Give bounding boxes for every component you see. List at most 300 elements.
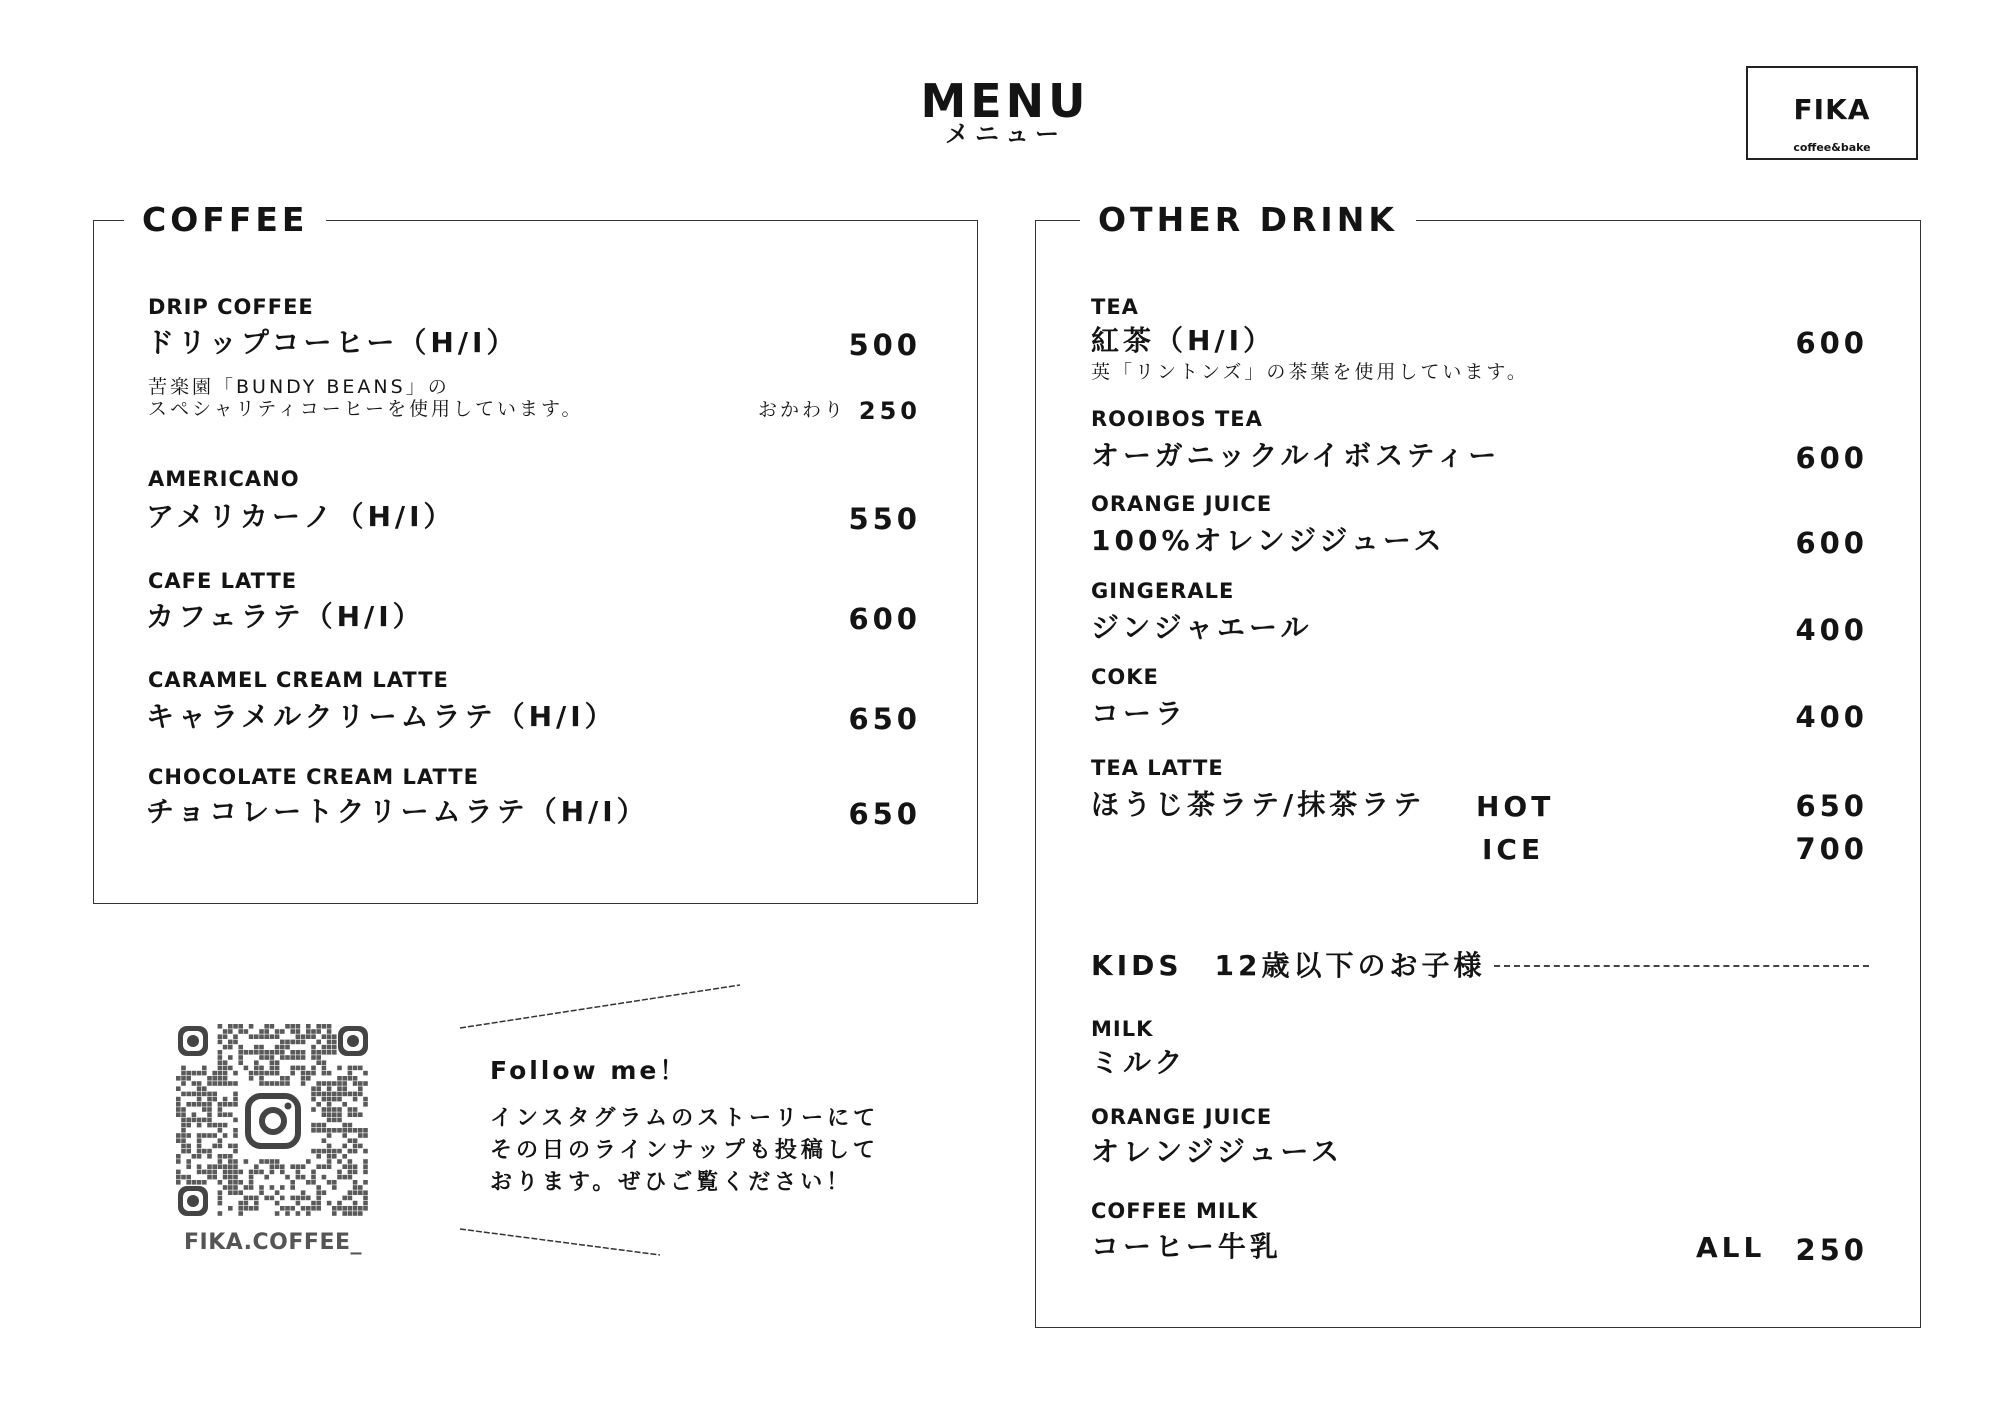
qr-module: [327, 1164, 332, 1169]
qr-module: [353, 1185, 358, 1190]
qr-module: [311, 1149, 316, 1154]
qr-module: [202, 1170, 207, 1175]
qr-module: [290, 1185, 295, 1190]
qr-module: [332, 1128, 337, 1133]
qr-module: [353, 1206, 358, 1211]
qr-module: [270, 1170, 275, 1175]
qr-module: [181, 1081, 186, 1086]
qr-module: [280, 1081, 285, 1086]
qr-module: [348, 1175, 353, 1180]
qr-module: [186, 1164, 191, 1169]
qr-module: [218, 1034, 223, 1039]
qr-module: [337, 1097, 342, 1102]
qr-module: [212, 1076, 217, 1081]
qr-module: [342, 1211, 347, 1216]
qr-module: [296, 1201, 301, 1206]
qr-module: [306, 1159, 311, 1164]
qr-module: [202, 1092, 207, 1097]
menu-item-jp: アメリカーノ（H/I）: [146, 500, 456, 533]
qr-module: [223, 1066, 228, 1071]
qr-module: [181, 1118, 186, 1123]
qr-module: [238, 1050, 243, 1055]
qr-module: [238, 1206, 243, 1211]
qr-module: [296, 1164, 301, 1169]
qr-module: [311, 1066, 316, 1071]
qr-module: [316, 1185, 321, 1190]
qr-module: [202, 1118, 207, 1123]
qr-module: [259, 1066, 264, 1071]
qr-module: [337, 1112, 342, 1117]
qr-module: [275, 1190, 280, 1195]
qr-module: [306, 1076, 311, 1081]
qr-module: [176, 1175, 181, 1180]
qr-module: [290, 1196, 295, 1201]
qr-module: [218, 1024, 223, 1029]
qr-module: [327, 1097, 332, 1102]
qr-module: [348, 1107, 353, 1112]
qr-module: [223, 1081, 228, 1086]
qr-module: [353, 1164, 358, 1169]
qr-module: [316, 1164, 321, 1169]
qr-module: [275, 1050, 280, 1055]
qr-module: [176, 1159, 181, 1164]
logo-tagline: coffee&bake: [1793, 141, 1871, 154]
qr-module: [212, 1092, 217, 1097]
qr-module: [306, 1211, 311, 1216]
qr-module: [322, 1107, 327, 1112]
qr-module: [363, 1164, 368, 1169]
qr-module: [353, 1076, 358, 1081]
qr-module: [181, 1144, 186, 1149]
qr-module: [202, 1133, 207, 1138]
coffee-section-title: COFFEE: [124, 199, 326, 241]
qr-module: [212, 1175, 217, 1180]
qr-module: [233, 1164, 238, 1169]
menu-item-jp: ジンジャエール: [1091, 611, 1313, 644]
qr-module: [233, 1190, 238, 1195]
qr-module: [254, 1050, 259, 1055]
qr-module: [249, 1024, 254, 1029]
qr-module: [244, 1196, 249, 1201]
qr-module: [270, 1196, 275, 1201]
qr-module: [223, 1060, 228, 1065]
qr-module: [327, 1034, 332, 1039]
qr-module: [363, 1102, 368, 1107]
qr-module: [181, 1066, 186, 1071]
qr-module: [186, 1071, 191, 1076]
qr-module: [353, 1107, 358, 1112]
qr-module: [181, 1123, 186, 1128]
qr-module: [197, 1086, 202, 1091]
qr-module: [275, 1045, 280, 1050]
qr-module: [233, 1144, 238, 1149]
qr-module: [316, 1206, 321, 1211]
qr-module: [207, 1170, 212, 1175]
qr-module: [254, 1066, 259, 1071]
qr-module: [254, 1060, 259, 1065]
qr-module: [212, 1097, 217, 1102]
qr-module: [316, 1154, 321, 1159]
qr-module: [223, 1045, 228, 1050]
menu-item-jp: コーラ: [1091, 697, 1188, 730]
qr-module: [233, 1149, 238, 1154]
qr-module: [192, 1112, 197, 1117]
qr-module: [280, 1185, 285, 1190]
qr-module: [327, 1040, 332, 1045]
qr-module: [311, 1206, 316, 1211]
qr-module: [311, 1034, 316, 1039]
qr-module: [181, 1149, 186, 1154]
qr-module: [301, 1076, 306, 1081]
qr-module: [342, 1206, 347, 1211]
qr-module: [332, 1107, 337, 1112]
qr-module: [218, 1081, 223, 1086]
qr-module: [207, 1081, 212, 1086]
qr-module: [285, 1076, 290, 1081]
qr-module: [197, 1133, 202, 1138]
qr-module: [186, 1133, 191, 1138]
qr-module: [197, 1081, 202, 1086]
qr-module: [332, 1092, 337, 1097]
qr-module: [259, 1185, 264, 1190]
qr-module: [218, 1040, 223, 1045]
qr-module: [254, 1201, 259, 1206]
qr-module: [280, 1045, 285, 1050]
qr-module: [186, 1118, 191, 1123]
qr-module: [181, 1128, 186, 1133]
qr-module: [332, 1185, 337, 1190]
qr-module: [228, 1185, 233, 1190]
qr-module: [316, 1102, 321, 1107]
qr-module: [275, 1081, 280, 1086]
qr-module: [348, 1211, 353, 1216]
qr-module: [186, 1102, 191, 1107]
qr-module: [254, 1164, 259, 1169]
qr-module: [264, 1029, 269, 1034]
qr-module: [223, 1076, 228, 1081]
qr-module: [311, 1123, 316, 1128]
qr-module: [301, 1081, 306, 1086]
qr-module: [327, 1092, 332, 1097]
qr-module: [280, 1164, 285, 1169]
qr-module: [218, 1201, 223, 1206]
qr-module: [259, 1045, 264, 1050]
qr-module: [176, 1107, 181, 1112]
qr-module: [223, 1154, 228, 1159]
qr-module: [332, 1050, 337, 1055]
qr-module: [296, 1175, 301, 1180]
qr-module: [207, 1102, 212, 1107]
qr-module: [207, 1076, 212, 1081]
other-drink-section-title: OTHER DRINK: [1080, 199, 1416, 241]
qr-module: [176, 1133, 181, 1138]
qr-module: [238, 1201, 243, 1206]
qr-module: [311, 1086, 316, 1091]
qr-module: [337, 1066, 342, 1071]
qr-module: [316, 1149, 321, 1154]
qr-module: [228, 1040, 233, 1045]
qr-module: [176, 1102, 181, 1107]
qr-module: [322, 1149, 327, 1154]
kids-divider: [1494, 965, 1869, 967]
qr-module: [353, 1170, 358, 1175]
qr-module: [223, 1185, 228, 1190]
qr-module: [353, 1092, 358, 1097]
qr-module: [301, 1206, 306, 1211]
qr-module: [181, 1071, 186, 1076]
qr-module: [337, 1086, 342, 1091]
menu-item-en: COKE: [1091, 665, 1159, 689]
qr-module: [327, 1180, 332, 1185]
qr-module: [259, 1076, 264, 1081]
qr-module: [348, 1149, 353, 1154]
qr-module: [275, 1201, 280, 1206]
qr-module: [316, 1060, 321, 1065]
qr-module: [244, 1029, 249, 1034]
qr-module: [327, 1154, 332, 1159]
qr-module: [285, 1206, 290, 1211]
qr-module: [342, 1081, 347, 1086]
qr-module: [238, 1045, 243, 1050]
qr-module: [233, 1185, 238, 1190]
qr-module: [342, 1086, 347, 1091]
qr-module: [363, 1170, 368, 1175]
qr-module: [197, 1092, 202, 1097]
qr-module: [270, 1060, 275, 1065]
menu-item-en: DRIP COFFEE: [148, 295, 314, 319]
qr-module: [186, 1180, 191, 1185]
menu-item-en: CHOCOLATE CREAM LATTE: [148, 765, 479, 789]
qr-module: [327, 1159, 332, 1164]
qr-module: [322, 1050, 327, 1055]
qr-module: [197, 1071, 202, 1076]
qr-module: [228, 1159, 233, 1164]
qr-module: [186, 1123, 191, 1128]
follow-text-line: おります。ぜひご覧ください！: [490, 1170, 853, 1195]
qr-module: [311, 1175, 316, 1180]
qr-module: [197, 1170, 202, 1175]
qr-module: [280, 1206, 285, 1211]
qr-module: [296, 1211, 301, 1216]
kids-price: 250: [1795, 1233, 1868, 1267]
instagram-handle[interactable]: FIKA.COFFEE_: [183, 1230, 362, 1255]
qr-module: [249, 1170, 254, 1175]
qr-module: [290, 1050, 295, 1055]
qr-module: [176, 1112, 181, 1117]
qr-module: [363, 1081, 368, 1086]
qr-module: [223, 1034, 228, 1039]
menu-item-price: 600: [848, 602, 921, 636]
qr-module: [186, 1144, 191, 1149]
qr-module: [181, 1175, 186, 1180]
qr-module: [337, 1107, 342, 1112]
qr-module: [249, 1071, 254, 1076]
menu-item-note: スペシャリティコーヒーを使用しています。: [148, 398, 584, 420]
qr-module: [327, 1128, 332, 1133]
qr-module: [259, 1081, 264, 1086]
qr-module: [249, 1206, 254, 1211]
qr-module: [342, 1133, 347, 1138]
qr-module: [337, 1081, 342, 1086]
qr-module: [296, 1024, 301, 1029]
qr-module: [228, 1170, 233, 1175]
qr-module: [290, 1024, 295, 1029]
qr-module: [332, 1045, 337, 1050]
qr-module: [264, 1081, 269, 1086]
qr-module: [363, 1071, 368, 1076]
other-drink-section: [1035, 200, 1921, 1328]
qr-module: [202, 1149, 207, 1154]
qr-module: [322, 1175, 327, 1180]
qr-module: [316, 1196, 321, 1201]
qr-module: [363, 1159, 368, 1164]
qr-module: [301, 1040, 306, 1045]
qr-module: [254, 1206, 259, 1211]
qr-module: [218, 1112, 223, 1117]
qr-module: [192, 1118, 197, 1123]
qr-module: [296, 1170, 301, 1175]
qr-module: [332, 1097, 337, 1102]
qr-module: [358, 1185, 363, 1190]
qr-module: [322, 1045, 327, 1050]
qr-module: [332, 1149, 337, 1154]
qr-module: [327, 1045, 332, 1050]
qr-module: [244, 1201, 249, 1206]
qr-module: [218, 1138, 223, 1143]
qr-module: [363, 1133, 368, 1138]
qr-module: [218, 1055, 223, 1060]
qr-module: [192, 1071, 197, 1076]
qr-module: [207, 1097, 212, 1102]
qr-module: [301, 1055, 306, 1060]
menu-item-jp: カフェラテ（H/I）: [146, 600, 425, 633]
qr-module: [218, 1144, 223, 1149]
menu-item-jp: チョコレートクリームラテ（H/I）: [146, 795, 649, 828]
qr-module: [306, 1180, 311, 1185]
qr-module: [332, 1040, 337, 1045]
qr-module: [322, 1190, 327, 1195]
menu-item-en: COFFEE MILK: [1091, 1199, 1259, 1223]
qr-module: [285, 1055, 290, 1060]
qr-module: [311, 1128, 316, 1133]
qr-module: [348, 1076, 353, 1081]
qr-module: [327, 1144, 332, 1149]
qr-module: [353, 1144, 358, 1149]
qr-module: [327, 1107, 332, 1112]
qr-module: [316, 1050, 321, 1055]
qr-module: [244, 1206, 249, 1211]
qr-module: [233, 1170, 238, 1175]
qr-module: [353, 1190, 358, 1195]
qr-module: [238, 1024, 243, 1029]
qr-module: [311, 1092, 316, 1097]
qr-module: [332, 1180, 337, 1185]
qr-module: [342, 1175, 347, 1180]
menu-item-price: 600: [1795, 441, 1868, 475]
qr-module: [228, 1175, 233, 1180]
qr-module: [332, 1206, 337, 1211]
qr-module: [322, 1123, 327, 1128]
qr-module: [233, 1180, 238, 1185]
qr-module: [233, 1128, 238, 1133]
qr-module: [218, 1190, 223, 1195]
qr-module: [296, 1040, 301, 1045]
qr-module: [254, 1170, 259, 1175]
follow-text-line: インスタグラムのストーリーにて: [490, 1106, 880, 1131]
menu-item-price: 400: [1795, 613, 1868, 647]
qr-module: [311, 1180, 316, 1185]
qr-module: [270, 1055, 275, 1060]
qr-module: [176, 1076, 181, 1081]
qr-module: [228, 1164, 233, 1169]
qr-module: [285, 1211, 290, 1216]
qr-module: [176, 1086, 181, 1091]
qr-module: [207, 1123, 212, 1128]
qr-module: [348, 1092, 353, 1097]
qr-module: [223, 1170, 228, 1175]
qr-module: [233, 1040, 238, 1045]
qr-module: [197, 1180, 202, 1185]
qr-module: [228, 1154, 233, 1159]
qr-module: [197, 1138, 202, 1143]
qr-module: [223, 1097, 228, 1102]
qr-module: [332, 1112, 337, 1117]
qr-module: [363, 1128, 368, 1133]
qr-module: [186, 1175, 191, 1180]
qr-module: [202, 1180, 207, 1185]
qr-module: [327, 1081, 332, 1086]
qr-module: [348, 1112, 353, 1117]
qr-module: [290, 1055, 295, 1060]
qr-module: [348, 1190, 353, 1195]
qr-module: [176, 1154, 181, 1159]
qr-module: [301, 1190, 306, 1195]
qr-module: [259, 1159, 264, 1164]
qr-module: [332, 1154, 337, 1159]
qr-module: [228, 1190, 233, 1195]
qr-module: [348, 1071, 353, 1076]
qr-module: [259, 1029, 264, 1034]
qr-module: [311, 1170, 316, 1175]
qr-module: [337, 1076, 342, 1081]
qr-module: [233, 1097, 238, 1102]
qr-module: [353, 1138, 358, 1143]
qr-module: [296, 1066, 301, 1071]
refill-price: 250: [858, 397, 921, 425]
qr-module: [322, 1060, 327, 1065]
qr-module: [207, 1133, 212, 1138]
menu-item-note: 苦楽園「BUNDY BEANS」の: [148, 376, 450, 398]
qr-module: [197, 1164, 202, 1169]
qr-module: [275, 1164, 280, 1169]
qr-module: [358, 1086, 363, 1091]
qr-module: [327, 1201, 332, 1206]
qr-module: [270, 1066, 275, 1071]
qr-module: [212, 1164, 217, 1169]
qr-module: [264, 1034, 269, 1039]
menu-item-price: 400: [1795, 700, 1868, 734]
qr-module: [181, 1107, 186, 1112]
option-price-hot: 650: [1795, 789, 1868, 823]
qr-module: [181, 1133, 186, 1138]
qr-code: [176, 1024, 370, 1218]
qr-module: [363, 1180, 368, 1185]
qr-module: [202, 1086, 207, 1091]
qr-module: [223, 1029, 228, 1034]
qr-module: [218, 1107, 223, 1112]
qr-module: [290, 1029, 295, 1034]
menu-item-en: AMERICANO: [148, 467, 300, 491]
